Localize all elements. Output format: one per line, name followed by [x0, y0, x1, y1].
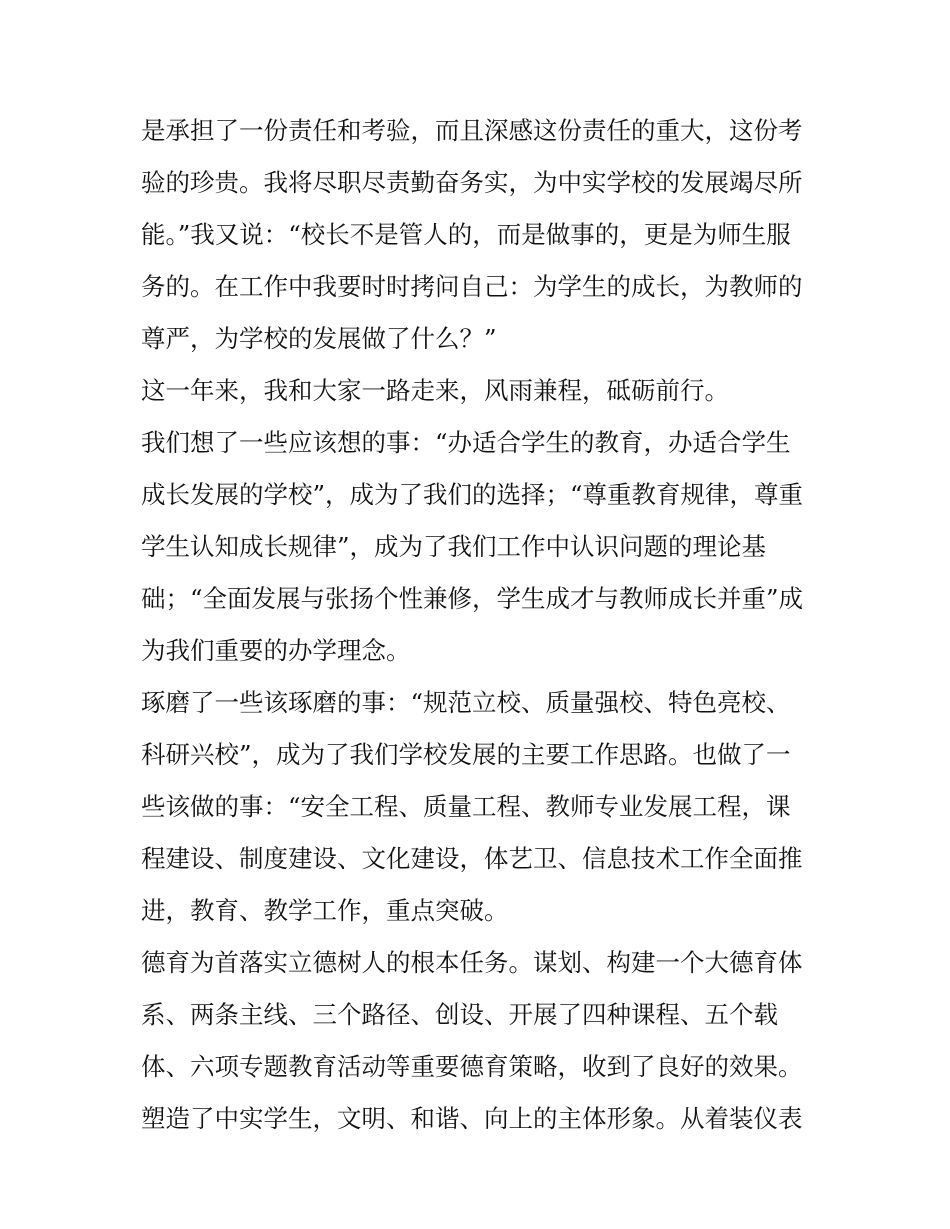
- text-line: 这一年来，我和大家一路走来，风雨兼程，砥砺前行。: [141, 376, 729, 405]
- text-line: 程建设、制度建设、文化建设，体艺卫、信息技术工作全面推: [141, 844, 803, 873]
- text-line: 进，教育、教学工作，重点突破。: [141, 896, 509, 925]
- text-line: 学生认知成长规律”，成为了我们工作中认识问题的理论基: [141, 532, 767, 561]
- text-line: 些该做的事：“安全工程、质量工程、教师专业发展工程，课: [141, 792, 791, 821]
- text-line: 成长发展的学校”，成为了我们的选择；“尊重教育规律，尊重: [141, 480, 804, 509]
- text-line: 系、两条主线、三个路径、创设、开展了四种课程、五个载: [141, 1000, 778, 1029]
- text-line: 科研兴校”，成为了我们学校发展的主要工作思路。也做了一: [141, 740, 791, 769]
- text-line: 体、六项专题教育活动等重要德育策略，收到了良好的效果。: [141, 1052, 803, 1081]
- text-line: 础；“全面发展与张扬个性兼修，学生成才与教师成长并重”成: [141, 584, 804, 613]
- text-line: 德育为首落实立德树人的根本任务。谋划、构建一个大德育体: [141, 948, 803, 977]
- text-line: 是承担了一份责任和考验，而且深感这份责任的重大，这份考: [141, 116, 803, 145]
- text-line: 能。”我又说：“校长不是管人的，而是做事的，更是为师生服: [141, 220, 791, 249]
- text-line: 验的珍贵。我将尽职尽责勤奋务实，为中实学校的发展竭尽所: [141, 168, 803, 197]
- text-line: 尊严，为学校的发展做了什么？”: [141, 324, 497, 353]
- text-line: 琢磨了一些该琢磨的事：“规范立校、质量强校、特色亮校、: [141, 688, 791, 717]
- text-line: 我们想了一些应该想的事：“办适合学生的教育，办适合学生: [141, 428, 791, 457]
- text-line: 务的。在工作中我要时时拷问自己：为学生的成长，为教师的: [141, 272, 803, 301]
- text-line: 塑造了中实学生，文明、和谐、向上的主体形象。从着装仪表: [141, 1104, 803, 1133]
- document-body: [141, 105, 821, 1145]
- text-line: 为我们重要的办学理念。: [141, 636, 411, 665]
